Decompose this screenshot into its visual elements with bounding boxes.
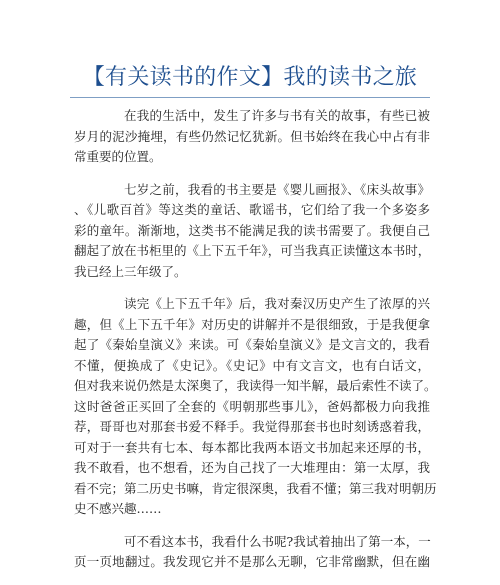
text-line: 七岁之前，我看的书主要是《婴儿画报》、《床头故事》 bbox=[124, 181, 430, 197]
paragraph bbox=[74, 180, 430, 283]
text-line: 我已经上三年级了。 bbox=[74, 263, 187, 279]
paragraph bbox=[74, 106, 430, 168]
article-title: 【有关读书的作文】我的读书之旅 bbox=[82, 65, 418, 90]
text-line: 可不看这本书，我看什么书呢?我试着抽出了第一本，一 bbox=[124, 533, 431, 549]
text-line: 彩的童年。渐渐地，这类书不能满足我的读书需要了。我便自己 bbox=[74, 222, 430, 238]
text-line: 可对于一套共有七本、每本都比我两本语文书加起来还厚的书， bbox=[74, 439, 430, 455]
text-line: 但对我来说仍然是太深奥了，我读得一知半解，最后索性不读了。 bbox=[74, 378, 437, 393]
text-line: 不懂，便换成了《史记》。《史记》中有文言文，也有白话文， bbox=[74, 357, 430, 373]
text-line: 常重要的位置。 bbox=[74, 149, 162, 164]
text-line: 在我的生活中，发生了许多与书有关的故事，有些已被 bbox=[124, 108, 430, 123]
text-line: 翻起了放在书柜里的《上下五千年》，可当我真正读懂这本书时， bbox=[74, 243, 431, 258]
text-line: 、《儿歌百首》等这类的童话、歌谣书，它们给了我一个多姿多 bbox=[74, 202, 430, 217]
text-line: 页一页地翻过。我发现它并不是那么无聊，它非常幽默，但在幽 bbox=[74, 554, 430, 569]
text-line: 趣，但《上下五千年》对历史的讲解并不是很细致，于是我便拿 bbox=[74, 316, 430, 332]
text-line: 起了《秦始皇演义》来读。可《秦始皇演义》是文言文的，我看 bbox=[74, 337, 430, 352]
text-line: 岁月的泥沙掩埋，有些仍然记忆犹新。但书始终在我心中占有非 bbox=[74, 128, 430, 144]
paragraph bbox=[74, 532, 430, 573]
text-line: 我不敢看，也不想看，还为自己找了一大堆理由：第一太厚，我 bbox=[74, 460, 430, 475]
paragraph bbox=[74, 294, 437, 520]
text-line: 这时爸爸正买回了全套的《明朝那些事儿》，爸妈都极力向我推 bbox=[74, 398, 430, 414]
title-divider bbox=[70, 97, 430, 98]
text-line: 看不完；第二历史书嘛，肯定很深奥，我看不懂；第三我对明朝历 bbox=[74, 480, 437, 496]
text-line: 荐，哥哥也对那套书爱不释手。我觉得那套书也时刻诱惑着我， bbox=[74, 419, 430, 434]
text-line: 读完《上下五千年》后，我对秦汉历史产生了浓厚的兴 bbox=[124, 296, 430, 311]
article-body bbox=[74, 106, 437, 585]
text-line: 史不感兴趣…… bbox=[74, 501, 162, 516]
